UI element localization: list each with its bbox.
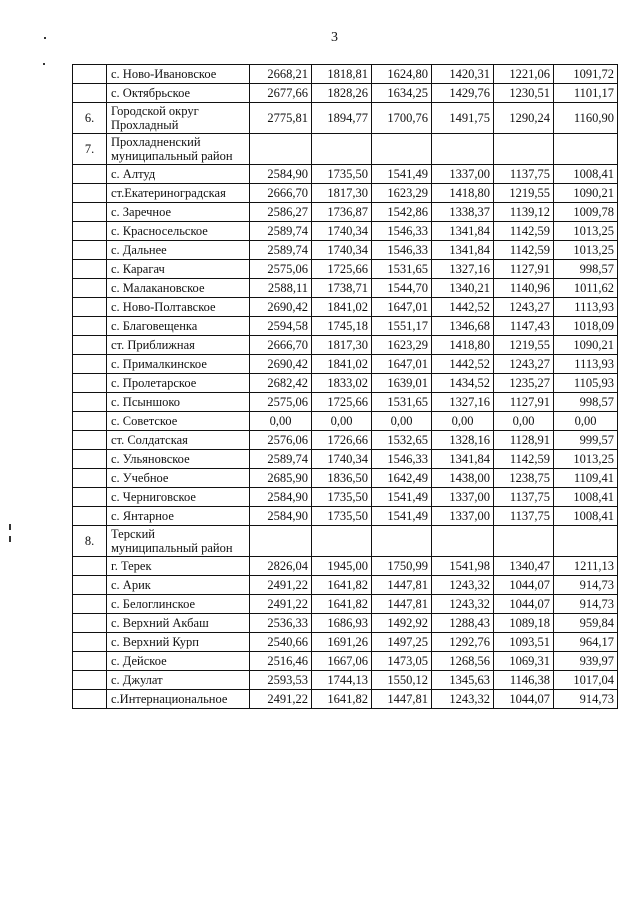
row-index (73, 450, 107, 469)
value-cell: 1268,56 (432, 652, 494, 671)
value-cell (250, 526, 312, 557)
table-row (73, 633, 618, 652)
scan-speck (43, 63, 45, 65)
value-cell: 1740,34 (312, 450, 372, 469)
value-cell: 2586,27 (250, 203, 312, 222)
row-index (73, 690, 107, 709)
table-row (73, 260, 618, 279)
table-row (73, 279, 618, 298)
settlement-name: ст. Приближная (107, 336, 250, 355)
value-cell: 2690,42 (250, 298, 312, 317)
value-cell: 1013,25 (554, 222, 618, 241)
value-cell: 1531,65 (372, 393, 432, 412)
value-cell: 1641,82 (312, 576, 372, 595)
value-cell (372, 526, 432, 557)
value-cell: 1735,50 (312, 165, 372, 184)
row-index: 6. (73, 103, 107, 134)
value-cell: 1700,76 (372, 103, 432, 134)
value-cell: 2588,11 (250, 279, 312, 298)
value-cell: 1113,93 (554, 355, 618, 374)
value-cell: 1531,65 (372, 260, 432, 279)
value-cell: 1243,32 (432, 576, 494, 595)
value-cell: 2666,70 (250, 184, 312, 203)
scan-speck (9, 524, 11, 530)
value-cell: 1044,07 (494, 595, 554, 614)
table-row (73, 184, 618, 203)
value-cell: 1725,66 (312, 393, 372, 412)
value-cell: 1069,31 (494, 652, 554, 671)
value-cell: 0,00 (554, 412, 618, 431)
value-cell: 1833,02 (312, 374, 372, 393)
row-index (73, 431, 107, 450)
settlement-name: Городской округ Прохладный (107, 103, 250, 134)
table-row (73, 450, 618, 469)
row-index (73, 65, 107, 84)
value-cell: 1420,31 (432, 65, 494, 84)
value-cell: 1337,00 (432, 507, 494, 526)
settlement-name: с. Ульяновское (107, 450, 250, 469)
table-row (73, 355, 618, 374)
table-row (73, 374, 618, 393)
row-index (73, 317, 107, 336)
value-cell: 1841,02 (312, 355, 372, 374)
settlement-name: с. Белоглинское (107, 595, 250, 614)
settlement-name: с.Интернациональное (107, 690, 250, 709)
value-cell: 0,00 (250, 412, 312, 431)
value-cell: 2826,04 (250, 557, 312, 576)
value-cell: 0,00 (312, 412, 372, 431)
value-cell: 959,84 (554, 614, 618, 633)
value-cell: 998,57 (554, 260, 618, 279)
page-number: 3 (331, 30, 338, 45)
value-cell: 1429,76 (432, 84, 494, 103)
value-cell: 1492,92 (372, 614, 432, 633)
value-cell: 1327,16 (432, 393, 494, 412)
value-cell: 1288,43 (432, 614, 494, 633)
settlement-name: с. Карагач (107, 260, 250, 279)
value-cell: 1473,05 (372, 652, 432, 671)
table-row (73, 298, 618, 317)
settlement-name: с. Верхний Курп (107, 633, 250, 652)
value-cell: 2540,66 (250, 633, 312, 652)
row-index (73, 412, 107, 431)
value-cell: 1736,87 (312, 203, 372, 222)
value-cell: 1147,43 (494, 317, 554, 336)
table-row (73, 614, 618, 633)
value-cell: 1142,59 (494, 222, 554, 241)
value-cell: 1018,09 (554, 317, 618, 336)
settlement-name: с. Ново-Ивановское (107, 65, 250, 84)
value-cell: 1090,21 (554, 184, 618, 203)
value-cell (494, 526, 554, 557)
table-row (73, 431, 618, 450)
value-cell: 999,57 (554, 431, 618, 450)
value-cell: 1817,30 (312, 184, 372, 203)
table-row (73, 65, 618, 84)
value-cell: 1497,25 (372, 633, 432, 652)
section-header-row (73, 526, 618, 557)
row-index (73, 614, 107, 633)
table-row (73, 576, 618, 595)
row-index (73, 84, 107, 103)
row-index: 8. (73, 526, 107, 557)
value-cell: 1230,51 (494, 84, 554, 103)
table-row (73, 336, 618, 355)
value-cell: 1738,71 (312, 279, 372, 298)
value-cell: 1009,78 (554, 203, 618, 222)
value-cell: 2516,46 (250, 652, 312, 671)
row-index (73, 652, 107, 671)
row-index (73, 507, 107, 526)
value-cell: 939,97 (554, 652, 618, 671)
district-name: Терский муниципальный район (107, 526, 250, 557)
value-cell (312, 134, 372, 165)
table-row (73, 507, 618, 526)
row-index (73, 203, 107, 222)
value-cell (250, 134, 312, 165)
value-cell: 1735,50 (312, 488, 372, 507)
value-cell: 1491,75 (432, 103, 494, 134)
value-cell: 1418,80 (432, 336, 494, 355)
value-cell: 1290,24 (494, 103, 554, 134)
value-cell (432, 134, 494, 165)
value-cell: 1017,04 (554, 671, 618, 690)
value-cell: 1551,17 (372, 317, 432, 336)
value-cell: 2594,58 (250, 317, 312, 336)
value-cell: 1894,77 (312, 103, 372, 134)
value-cell (554, 526, 618, 557)
row-index (73, 241, 107, 260)
value-cell: 1337,00 (432, 165, 494, 184)
value-cell: 1127,91 (494, 393, 554, 412)
value-cell (372, 134, 432, 165)
value-cell: 1008,41 (554, 507, 618, 526)
row-index (73, 469, 107, 488)
settlement-name: с. Дальнее (107, 241, 250, 260)
table-row (73, 671, 618, 690)
row-index (73, 557, 107, 576)
settlement-name: г. Терек (107, 557, 250, 576)
row-index (73, 279, 107, 298)
value-cell: 1139,12 (494, 203, 554, 222)
settlement-name: ст. Солдатская (107, 431, 250, 450)
value-cell: 1647,01 (372, 298, 432, 317)
value-cell: 2589,74 (250, 222, 312, 241)
settlement-name: с. Октябрьское (107, 84, 250, 103)
value-cell (432, 526, 494, 557)
value-cell: 2589,74 (250, 241, 312, 260)
value-cell: 1744,13 (312, 671, 372, 690)
row-index (73, 595, 107, 614)
value-cell: 1137,75 (494, 488, 554, 507)
value-cell: 0,00 (372, 412, 432, 431)
row-index (73, 355, 107, 374)
row-index (73, 633, 107, 652)
settlement-name: с. Малакановское (107, 279, 250, 298)
row-index: 7. (73, 134, 107, 165)
value-cell: 1243,32 (432, 595, 494, 614)
value-cell: 1243,32 (432, 690, 494, 709)
settlement-name: с. Черниговское (107, 488, 250, 507)
settlement-name: с. Учебное (107, 469, 250, 488)
value-cell: 1140,96 (494, 279, 554, 298)
value-cell: 1093,51 (494, 633, 554, 652)
value-cell: 2668,21 (250, 65, 312, 84)
value-cell: 1691,26 (312, 633, 372, 652)
value-cell: 1647,01 (372, 355, 432, 374)
value-cell: 1740,34 (312, 241, 372, 260)
value-cell: 1221,06 (494, 65, 554, 84)
value-cell: 1008,41 (554, 165, 618, 184)
value-cell: 964,17 (554, 633, 618, 652)
value-cell: 2682,42 (250, 374, 312, 393)
value-cell: 1113,93 (554, 298, 618, 317)
settlement-name: с. Ново-Полтавское (107, 298, 250, 317)
value-cell: 1542,86 (372, 203, 432, 222)
value-cell: 1642,49 (372, 469, 432, 488)
value-cell: 1641,82 (312, 595, 372, 614)
value-cell: 1442,52 (432, 355, 494, 374)
value-cell: 1328,16 (432, 431, 494, 450)
settlement-name: с. Джулат (107, 671, 250, 690)
value-cell: 1817,30 (312, 336, 372, 355)
value-cell: 1836,50 (312, 469, 372, 488)
value-cell: 2584,90 (250, 488, 312, 507)
value-cell: 1091,72 (554, 65, 618, 84)
district-name: Прохладненский муниципальный район (107, 134, 250, 165)
value-cell: 1544,70 (372, 279, 432, 298)
value-cell: 1340,21 (432, 279, 494, 298)
value-cell: 1090,21 (554, 336, 618, 355)
table-row (73, 84, 618, 103)
value-cell: 2491,22 (250, 595, 312, 614)
value-cell: 1142,59 (494, 241, 554, 260)
value-cell (554, 134, 618, 165)
row-index (73, 576, 107, 595)
table-row (73, 241, 618, 260)
settlement-name: с. Верхний Акбаш (107, 614, 250, 633)
value-cell: 1128,91 (494, 431, 554, 450)
value-cell: 1818,81 (312, 65, 372, 84)
value-cell: 1447,81 (372, 576, 432, 595)
row-index (73, 184, 107, 203)
value-cell: 0,00 (432, 412, 494, 431)
value-cell: 2775,81 (250, 103, 312, 134)
value-cell: 1044,07 (494, 690, 554, 709)
value-cell: 1011,62 (554, 279, 618, 298)
value-cell: 2491,22 (250, 690, 312, 709)
value-cell: 1623,29 (372, 336, 432, 355)
value-cell: 1550,12 (372, 671, 432, 690)
value-cell: 1623,29 (372, 184, 432, 203)
table-row (73, 488, 618, 507)
value-cell: 2593,53 (250, 671, 312, 690)
value-cell: 1338,37 (432, 203, 494, 222)
table-row (73, 690, 618, 709)
value-cell: 2589,74 (250, 450, 312, 469)
value-cell: 1624,80 (372, 65, 432, 84)
value-cell: 1541,49 (372, 507, 432, 526)
value-cell: 1841,02 (312, 298, 372, 317)
value-cell: 1127,91 (494, 260, 554, 279)
value-cell: 2685,90 (250, 469, 312, 488)
value-cell: 1828,26 (312, 84, 372, 103)
table-row (73, 222, 618, 241)
value-cell: 1541,49 (372, 165, 432, 184)
value-cell: 1341,84 (432, 450, 494, 469)
value-cell: 1546,33 (372, 450, 432, 469)
value-cell: 1160,90 (554, 103, 618, 134)
settlement-name: с. Прималкинское (107, 355, 250, 374)
scan-speck (44, 37, 46, 39)
tariff-table (72, 64, 618, 709)
value-cell: 1013,25 (554, 241, 618, 260)
value-cell: 2690,42 (250, 355, 312, 374)
settlement-name: с. Заречное (107, 203, 250, 222)
row-index (73, 671, 107, 690)
value-cell: 1735,50 (312, 507, 372, 526)
settlement-name: с. Красносельское (107, 222, 250, 241)
value-cell: 1750,99 (372, 557, 432, 576)
value-cell: 1634,25 (372, 84, 432, 103)
value-cell: 1238,75 (494, 469, 554, 488)
settlement-name: с. Алтуд (107, 165, 250, 184)
settlement-name: ст.Екатериноградская (107, 184, 250, 203)
row-index (73, 260, 107, 279)
value-cell: 2584,90 (250, 507, 312, 526)
value-cell: 1146,38 (494, 671, 554, 690)
value-cell: 1109,41 (554, 469, 618, 488)
value-cell: 1219,55 (494, 336, 554, 355)
value-cell: 1243,27 (494, 298, 554, 317)
value-cell: 1345,63 (432, 671, 494, 690)
table-row (73, 165, 618, 184)
table-row (73, 469, 618, 488)
value-cell: 1105,93 (554, 374, 618, 393)
row-index (73, 374, 107, 393)
value-cell: 1137,75 (494, 507, 554, 526)
value-cell: 2576,06 (250, 431, 312, 450)
value-cell: 1243,27 (494, 355, 554, 374)
table-row (73, 103, 618, 134)
value-cell: 2575,06 (250, 393, 312, 412)
value-cell: 1341,84 (432, 222, 494, 241)
value-cell: 1101,17 (554, 84, 618, 103)
settlement-name: с. Советское (107, 412, 250, 431)
value-cell: 1447,81 (372, 595, 432, 614)
settlement-name: с. Благовещенка (107, 317, 250, 336)
table-row (73, 203, 618, 222)
value-cell: 0,00 (494, 412, 554, 431)
value-cell: 1726,66 (312, 431, 372, 450)
value-cell: 1327,16 (432, 260, 494, 279)
value-cell: 2536,33 (250, 614, 312, 633)
section-header-row (73, 134, 618, 165)
value-cell: 1541,98 (432, 557, 494, 576)
value-cell: 1438,00 (432, 469, 494, 488)
value-cell (312, 526, 372, 557)
value-cell: 1546,33 (372, 222, 432, 241)
value-cell: 2677,66 (250, 84, 312, 103)
table-row (73, 412, 618, 431)
table-row (73, 595, 618, 614)
value-cell: 1142,59 (494, 450, 554, 469)
settlement-name: с. Янтарное (107, 507, 250, 526)
value-cell: 914,73 (554, 576, 618, 595)
row-index (73, 222, 107, 241)
settlement-name: с. Псыншоко (107, 393, 250, 412)
table-row (73, 557, 618, 576)
value-cell: 1211,13 (554, 557, 618, 576)
value-cell: 2491,22 (250, 576, 312, 595)
value-cell: 1340,47 (494, 557, 554, 576)
row-index (73, 298, 107, 317)
value-cell: 1532,65 (372, 431, 432, 450)
table-row (73, 393, 618, 412)
value-cell: 1008,41 (554, 488, 618, 507)
value-cell: 1044,07 (494, 576, 554, 595)
row-index (73, 488, 107, 507)
value-cell: 1541,49 (372, 488, 432, 507)
value-cell: 1219,55 (494, 184, 554, 203)
scan-speck (9, 536, 11, 542)
table-row (73, 317, 618, 336)
value-cell: 1341,84 (432, 241, 494, 260)
value-cell: 1337,00 (432, 488, 494, 507)
value-cell: 1434,52 (432, 374, 494, 393)
value-cell: 914,73 (554, 690, 618, 709)
value-cell: 1137,75 (494, 165, 554, 184)
value-cell: 1745,18 (312, 317, 372, 336)
value-cell: 2666,70 (250, 336, 312, 355)
value-cell: 2584,90 (250, 165, 312, 184)
value-cell: 1546,33 (372, 241, 432, 260)
value-cell: 1346,68 (432, 317, 494, 336)
value-cell: 1641,82 (312, 690, 372, 709)
value-cell: 1292,76 (432, 633, 494, 652)
value-cell: 1089,18 (494, 614, 554, 633)
value-cell: 1639,01 (372, 374, 432, 393)
value-cell: 1013,25 (554, 450, 618, 469)
row-index (73, 336, 107, 355)
value-cell: 1418,80 (432, 184, 494, 203)
value-cell: 1447,81 (372, 690, 432, 709)
value-cell: 1725,66 (312, 260, 372, 279)
settlement-name: с. Пролетарское (107, 374, 250, 393)
value-cell: 1442,52 (432, 298, 494, 317)
value-cell: 998,57 (554, 393, 618, 412)
row-index (73, 165, 107, 184)
row-index (73, 393, 107, 412)
value-cell: 914,73 (554, 595, 618, 614)
table-body (73, 65, 618, 709)
value-cell: 1667,06 (312, 652, 372, 671)
settlement-name: с. Дейское (107, 652, 250, 671)
value-cell: 1945,00 (312, 557, 372, 576)
table-row (73, 652, 618, 671)
value-cell (494, 134, 554, 165)
value-cell: 1740,34 (312, 222, 372, 241)
settlement-name: с. Арик (107, 576, 250, 595)
value-cell: 2575,06 (250, 260, 312, 279)
value-cell: 1235,27 (494, 374, 554, 393)
value-cell: 1686,93 (312, 614, 372, 633)
